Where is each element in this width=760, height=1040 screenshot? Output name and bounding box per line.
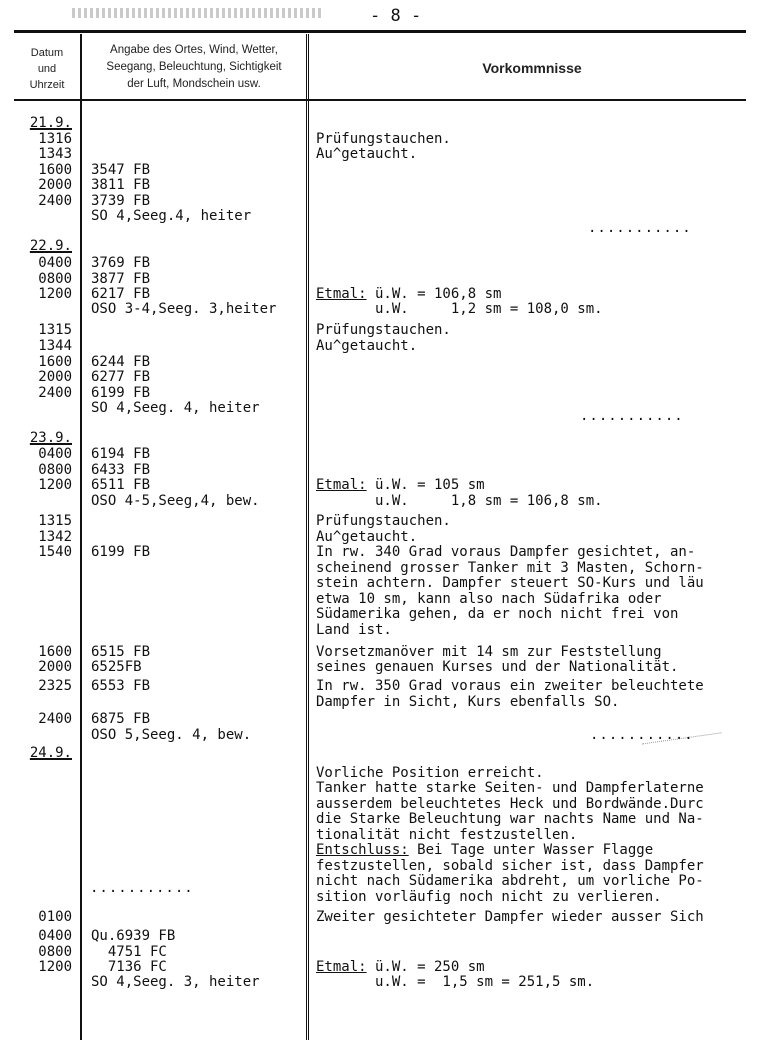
- header-date-line: Datum: [30, 47, 64, 59]
- log-row: [0, 606, 760, 622]
- log-row: [0, 146, 760, 162]
- entry-event: Entschluss: Bei Tage unter Wasser Flagge: [316, 842, 654, 858]
- entry-position: 6217 FB: [91, 286, 151, 302]
- entry-position: 6194 FB: [91, 446, 151, 462]
- entry-event: Prüfungstauchen.: [316, 131, 451, 147]
- entry-event: Au^getaucht.: [316, 146, 418, 162]
- entry-time: 2000: [38, 369, 72, 385]
- entry-event: Vorsetzmanöver mit 14 sm zur Feststellung: [316, 644, 662, 660]
- log-row: [0, 430, 760, 446]
- log-row: [0, 493, 760, 509]
- entry-time: 1342: [38, 529, 72, 545]
- entry-position: 6199 FB: [91, 385, 151, 401]
- entry-time: 0400: [38, 446, 72, 462]
- entry-event: nicht nach Südamerika abdreht, um vorliche Po-: [316, 873, 704, 889]
- entry-position: 6277 FB: [91, 369, 151, 385]
- entry-event: Prüfungstauchen.: [316, 322, 451, 338]
- entry-time: 24.9.: [29, 745, 72, 761]
- entry-position: 4751 FC: [91, 944, 167, 960]
- log-row: [0, 115, 760, 131]
- entry-event: sition vorläufig noch nicht zu verlieren.: [316, 889, 662, 905]
- log-row: [0, 369, 760, 385]
- entry-event: In rw. 340 Grad voraus Dampfer gesichtet, an-: [316, 544, 696, 560]
- entry-position: OSO 5,Seeg. 4, bew.: [91, 727, 252, 743]
- log-row: [0, 446, 760, 462]
- entry-time: 21.9.: [29, 115, 72, 131]
- dotted-mark: ...........: [590, 727, 694, 743]
- entry-event: Etmal: ü.W. = 106,8 sm: [316, 286, 502, 302]
- entry-event: Südamerika gehen, da er noch nicht frei von: [316, 606, 679, 622]
- log-row: [0, 385, 760, 401]
- entry-time: 0400: [38, 255, 72, 271]
- header-position-weather: [84, 42, 304, 93]
- log-row: [0, 659, 760, 675]
- entry-position: 3877 FB: [91, 271, 151, 287]
- header-smudge: [72, 8, 322, 18]
- entry-time: 1600: [38, 644, 72, 660]
- entry-time: 1600: [38, 162, 72, 178]
- header-position-line: Seegang, Beleuchtung, Sichtigkeit: [106, 61, 282, 73]
- entry-time: 1344: [38, 338, 72, 354]
- log-row: [0, 694, 760, 710]
- entry-time: 1316: [38, 131, 72, 147]
- entry-time: 1343: [38, 146, 72, 162]
- entry-position: 3769 FB: [91, 255, 151, 271]
- entry-time: 22.9.: [29, 238, 72, 254]
- header-date-line: und: [37, 63, 57, 75]
- log-row: [0, 162, 760, 178]
- entry-position: SO 4,Seeg. 3, heiter: [91, 974, 260, 990]
- entry-event: Land ist.: [316, 622, 392, 638]
- entry-event: etwa 10 sm, kann also nach Südafrika oder: [316, 591, 662, 607]
- log-row: [0, 622, 760, 638]
- entry-event: Prüfungstauchen.: [316, 513, 451, 529]
- entry-event: u.W. = 1,5 sm = 251,5 sm.: [316, 974, 595, 990]
- entry-time: 1315: [38, 322, 72, 338]
- header-position-line: der Luft, Mondschein usw.: [127, 78, 261, 90]
- log-row: [0, 544, 760, 560]
- entry-position: 6875 FB: [91, 711, 151, 727]
- log-row: [0, 858, 760, 874]
- page-number: - 8 -: [370, 6, 422, 26]
- entry-time: 0100: [38, 909, 72, 925]
- entry-time: 2000: [38, 659, 72, 675]
- entry-event: scheinend grosser Tanker mit 3 Masten, Schorn-: [316, 560, 704, 576]
- log-row: [0, 193, 760, 209]
- top-rule: [14, 30, 746, 33]
- entry-event: Au^getaucht.: [316, 529, 418, 545]
- log-row: [0, 255, 760, 271]
- entry-time: 23.9.: [29, 430, 72, 446]
- entry-position: Qu.6939 FB: [91, 928, 176, 944]
- dotted-mark: ...........: [90, 880, 194, 896]
- entry-event: Etmal: ü.W. = 250 sm: [316, 959, 485, 975]
- entry-position: 6511 FB: [91, 477, 151, 493]
- entry-position: SO 4,Seeg.4, heiter: [91, 208, 252, 224]
- entry-position: OSO 4-5,Seeg,4, bew.: [91, 493, 260, 509]
- log-row: [0, 354, 760, 370]
- log-row: [0, 591, 760, 607]
- entry-event: Tanker hatte starke Seiten- und Dampferlaterne: [316, 780, 704, 796]
- header-events: Vorkommnisse: [482, 60, 582, 76]
- header-position-line: Angabe des Ortes, Wind, Wetter,: [110, 44, 278, 56]
- log-row: [0, 765, 760, 781]
- entry-event: ausserdem beleuchtetes Heck und Bordwände.Durc: [316, 796, 704, 812]
- log-row: [0, 177, 760, 193]
- dotted-mark: ...........: [580, 408, 684, 424]
- entry-event: Au^getaucht.: [316, 338, 418, 354]
- log-row: [0, 780, 760, 796]
- entry-position: 3739 FB: [91, 193, 151, 209]
- log-row: [0, 811, 760, 827]
- entry-time: 2000: [38, 177, 72, 193]
- entry-position: 6525FB: [91, 659, 142, 675]
- log-row: [0, 575, 760, 591]
- log-row: [0, 928, 760, 944]
- entry-position: 6199 FB: [91, 544, 151, 560]
- log-row: [0, 745, 760, 761]
- entry-time: 0800: [38, 462, 72, 478]
- entry-time: 1600: [38, 354, 72, 370]
- log-row: [0, 462, 760, 478]
- entry-position: 6515 FB: [91, 644, 151, 660]
- log-row: [0, 131, 760, 147]
- entry-time: 1200: [38, 959, 72, 975]
- entry-position: 3811 FB: [91, 177, 151, 193]
- log-row: [0, 238, 760, 254]
- header-rule: [14, 99, 746, 101]
- log-row: [0, 271, 760, 287]
- entry-time: 1200: [38, 477, 72, 493]
- log-row: [0, 301, 760, 317]
- entry-time: 2400: [38, 711, 72, 727]
- entry-position: 6553 FB: [91, 678, 151, 694]
- log-row: [0, 560, 760, 576]
- entry-time: 0400: [38, 928, 72, 944]
- entry-time: 1315: [38, 513, 72, 529]
- entry-event: Zweiter gesichteter Dampfer wieder ausser Sich: [316, 909, 704, 925]
- entry-position: OSO 3-4,Seeg. 3,heiter: [91, 301, 277, 317]
- log-row: [0, 477, 760, 493]
- entry-event: die Starke Beleuchtung war nachts Name und Na-: [316, 811, 704, 827]
- header-date-line: Uhrzeit: [29, 79, 65, 91]
- log-row: [0, 974, 760, 990]
- log-row: [0, 513, 760, 529]
- entry-position: 7136 FC: [91, 959, 167, 975]
- entry-position: 3547 FB: [91, 162, 151, 178]
- entry-time: 1540: [38, 544, 72, 560]
- entry-event: u.W. 1,2 sm = 108,0 sm.: [316, 301, 603, 317]
- entry-time: 2325: [38, 678, 72, 694]
- entry-time: 2400: [38, 193, 72, 209]
- entry-position: SO 4,Seeg. 4, heiter: [91, 400, 260, 416]
- log-row: [0, 842, 760, 858]
- entry-position: 6433 FB: [91, 462, 151, 478]
- entry-event: Dampfer in Sicht, Kurs ebenfalls SO.: [316, 694, 620, 710]
- log-row: [0, 322, 760, 338]
- entry-event: Etmal: ü.W. = 105 sm: [316, 477, 485, 493]
- dotted-mark: ...........: [588, 220, 692, 236]
- log-row: [0, 909, 760, 925]
- log-row: [0, 678, 760, 694]
- entry-event: u.W. 1,8 sm = 106,8 sm.: [316, 493, 603, 509]
- entry-event: seines genauen Kurses und der Nationalität.: [316, 659, 679, 675]
- entry-time: 1200: [38, 286, 72, 302]
- log-row: [0, 796, 760, 812]
- log-row: [0, 959, 760, 975]
- log-row: [0, 827, 760, 843]
- entry-position: 6244 FB: [91, 354, 151, 370]
- log-row: [0, 944, 760, 960]
- entry-time: 0800: [38, 271, 72, 287]
- entry-time: 2400: [38, 385, 72, 401]
- entry-event: tionalität nicht festzustellen.: [316, 827, 578, 843]
- entry-event: In rw. 350 Grad voraus ein zweiter beleuchtete: [316, 678, 704, 694]
- entry-event: Vorliche Position erreicht.: [316, 765, 544, 781]
- log-row: [0, 338, 760, 354]
- log-row: [0, 644, 760, 660]
- header-date-time: [16, 45, 78, 93]
- entry-time: 0800: [38, 944, 72, 960]
- entry-event: stein achtern. Dampfer steuert SO-Kurs und läu: [316, 575, 704, 591]
- log-row: [0, 286, 760, 302]
- entry-event: festzustellen, sobald sicher ist, dass Dampfer: [316, 858, 704, 874]
- log-row: [0, 529, 760, 545]
